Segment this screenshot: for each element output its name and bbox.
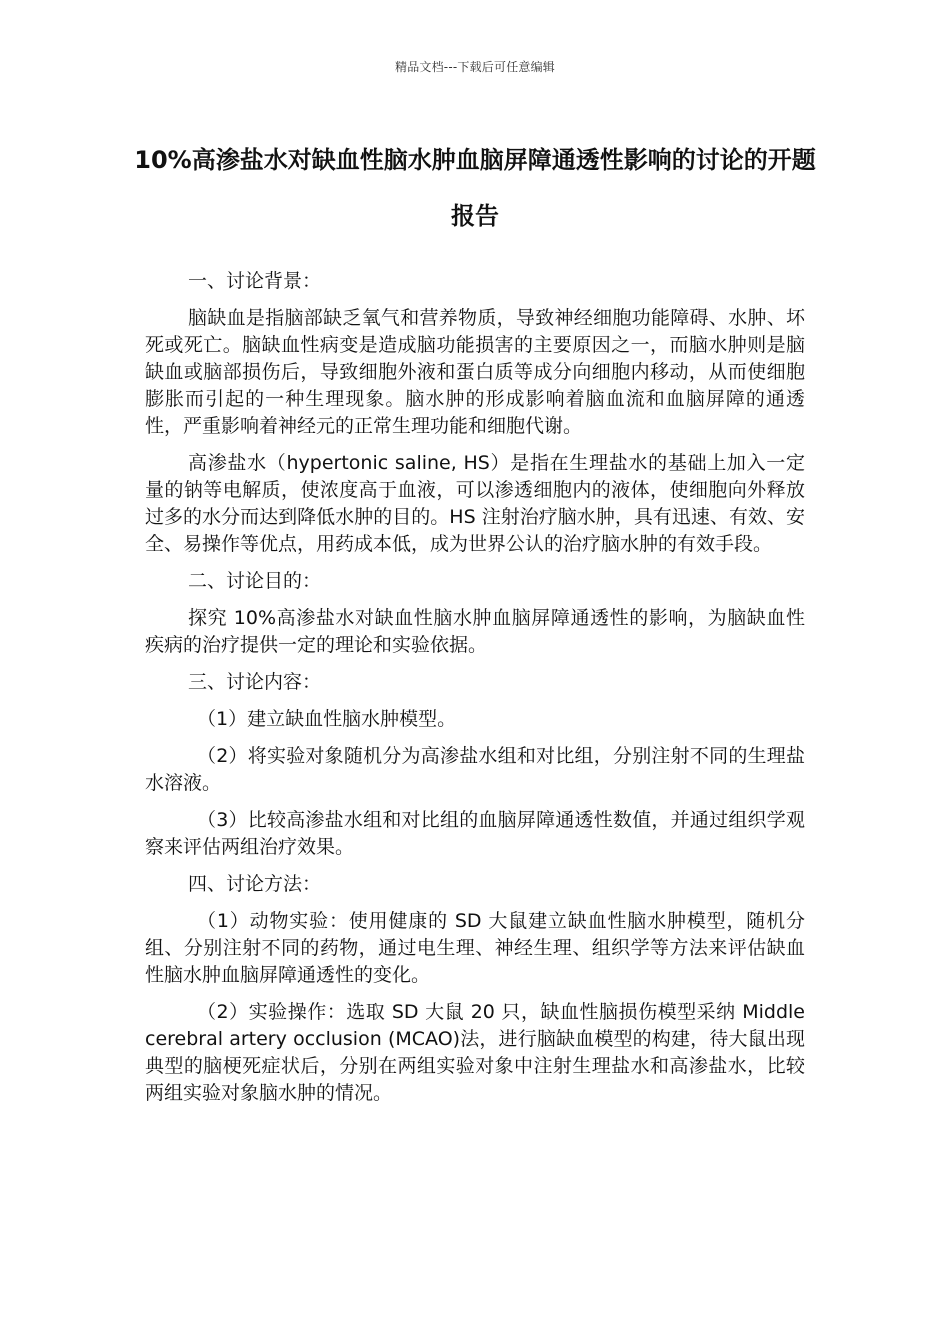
content-item-3: （3）比较高渗盐水组和对比组的血脑屏障通透性数值，并通过组织学观察来评估两组治疗效果。 <box>145 809 805 858</box>
methods-item-2: （2）实验操作：选取 SD 大鼠 20 只，缺血性脑损伤模型采纳 Middle cerebral artery occlusion (MCAO)法，进行脑缺血模型的构建，待大鼠出现典型的脑梗死症状后，分别在两组实验对象中注射生理盐水和高渗盐水，比较两组实验对象脑水肿的情况。 <box>145 1001 805 1104</box>
document-body <box>145 268 805 1117</box>
paragraph-background-2: 高渗盐水（hypertonic saline, HS）是指在生理盐水的基础上加入一定量的钠等电解质，使浓度高于血液，可以渗透细胞内的液体，使细胞向外释放过多的水分而达到降低水肿的目的。HS 注射治疗脑水肿，具有迅速、有效、安全、易操作等优点，用药成本低，成为世界公认的治疗脑水肿的有效手段。 <box>145 452 805 555</box>
content-item-1: （1）建立缺血性脑水肿模型。 <box>197 708 457 730</box>
paragraph-background-1: 脑缺血是指脑部缺乏氧气和营养物质，导致神经细胞功能障碍、水肿、坏死或死亡。脑缺血性病变是造成脑功能损害的主要原因之一，而脑水肿则是脑缺血或脑部损伤后，导致细胞外液和蛋白质等成分向细胞内移动，从而使细胞膨胀而引起的一种生理现象。脑水肿的形成影响着脑血流和血脑屏障的通透性，严重影响着神经元的正常生理功能和细胞代谢。 <box>145 307 805 437</box>
document-title: 10%高渗盐水对缺血性脑水肿血脑屏障通透性影响的讨论的开题报告 <box>134 146 816 230</box>
content-item-2: （2）将实验对象随机分为高渗盐水组和对比组，分别注射不同的生理盐水溶液。 <box>145 745 805 794</box>
paragraph-purpose-1: 探究 10%高渗盐水对缺血性脑水肿血脑屏障通透性的影响，为脑缺血性疾病的治疗提供一定的理论和实验依据。 <box>145 607 805 656</box>
section-heading-background: 一、讨论背景： <box>188 270 322 292</box>
section-heading-methods: 四、讨论方法： <box>188 873 322 895</box>
section-heading-content: 三、讨论内容： <box>188 671 322 693</box>
section-heading-purpose: 二、讨论目的： <box>188 570 322 592</box>
page-header: 精品文档---下载后可任意编辑 <box>395 60 555 74</box>
methods-item-1: （1）动物实验：使用健康的 SD 大鼠建立缺血性脑水肿模型，随机分组、分别注射不同的药物，通过电生理、神经生理、组织学等方法来评估缺血性脑水肿血脑屏障通透性的变化。 <box>145 910 805 986</box>
